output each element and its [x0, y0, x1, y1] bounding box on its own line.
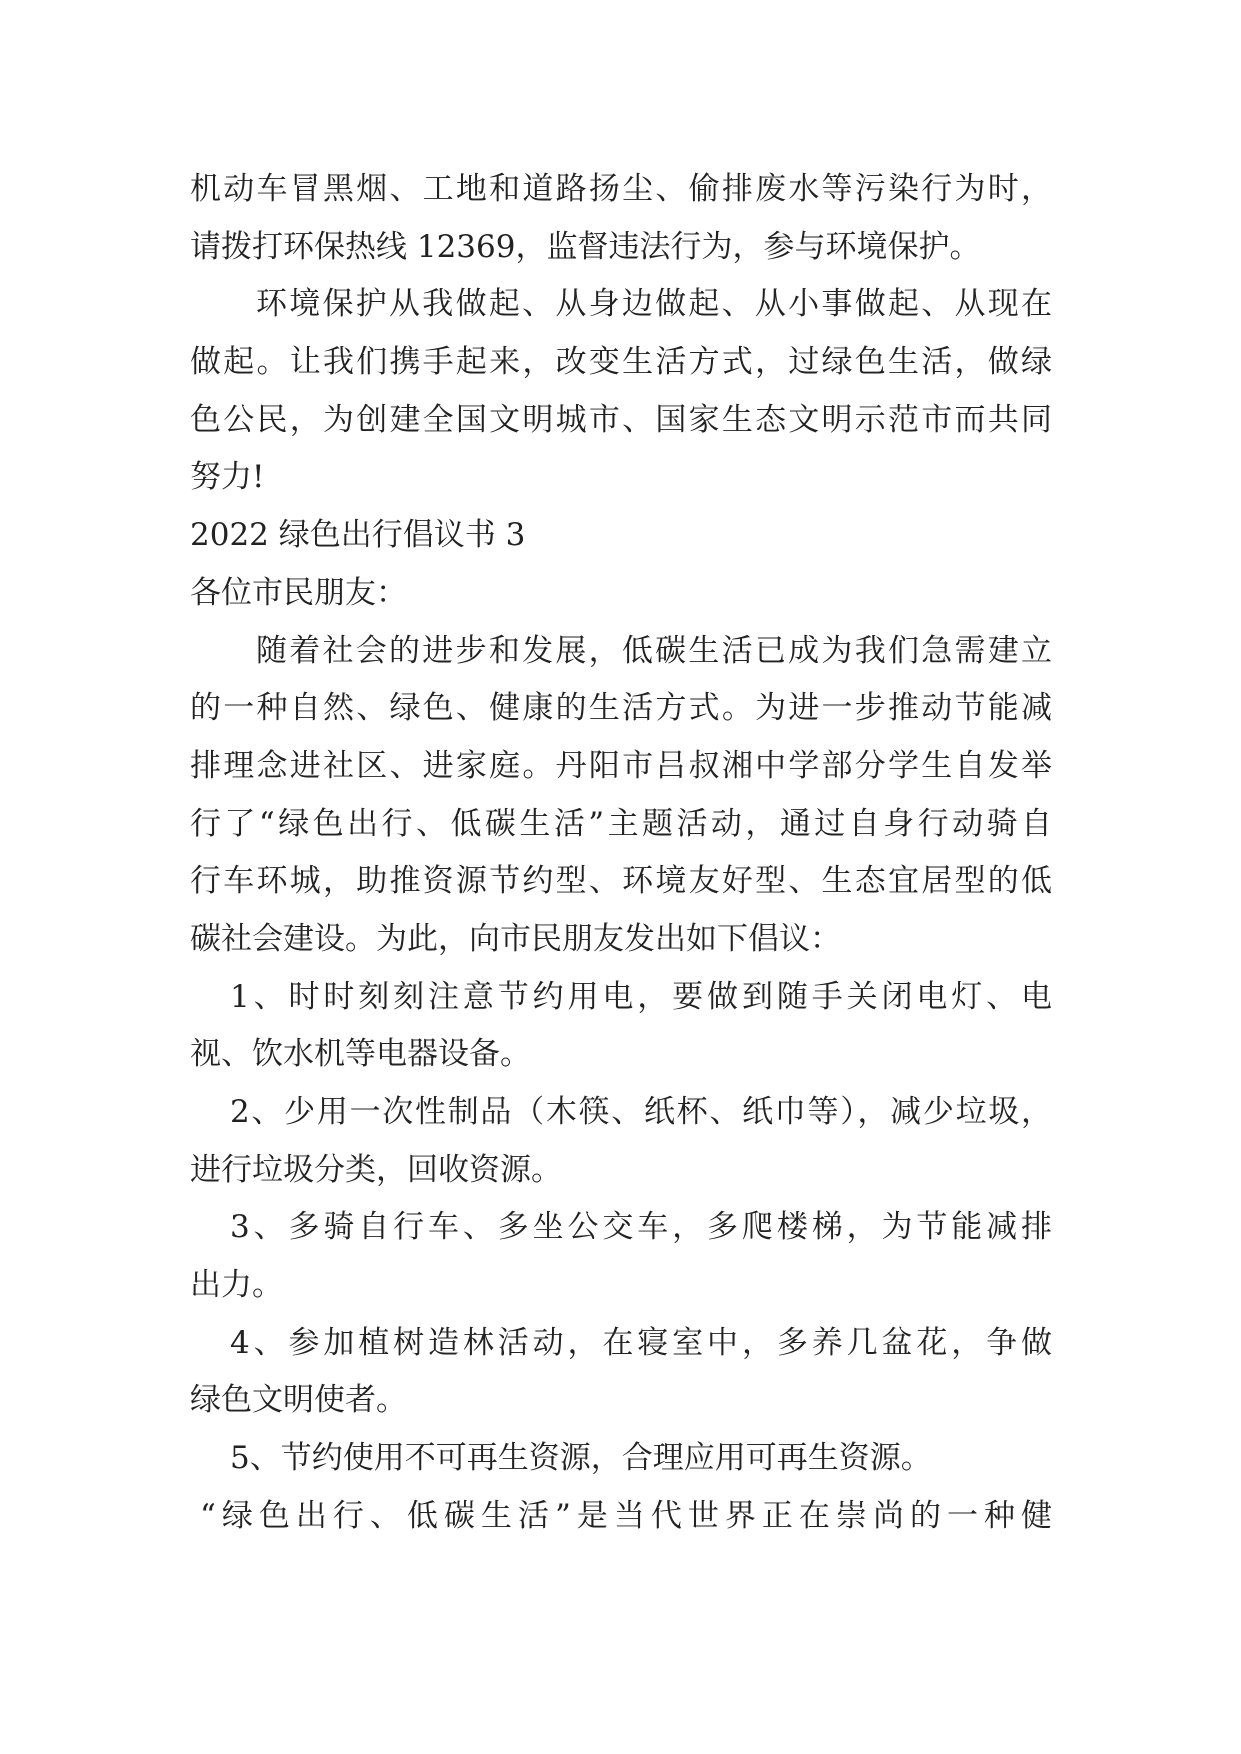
document-page [190, 161, 1052, 1546]
text-line: 行车环城，助推资源节约型、环境友好型、生态宜居型的低 [190, 863, 1052, 900]
text-line: 色公民，为创建全国文明城市、国家生态文明示范市而共同 [190, 401, 1052, 438]
text-line: 排理念进社区、进家庭。丹阳市吕叔湘中学部分学生自发举 [190, 747, 1052, 784]
salutation: 各位市民朋友： [190, 574, 407, 611]
list-item: 1、时时刻刻注意节约用电，要做到随手关闭电灯、电 [230, 978, 1052, 1015]
list-item: 3、多骑自行车、多坐公交车，多爬楼梯，为节能减排 [230, 1209, 1052, 1246]
text-line: 请拨打环保热线 12369，监督违法行为，参与环境保护。 [190, 228, 981, 265]
text-line: “绿色出行、低碳生活”是当代世界正在崇尚的一种健 [200, 1497, 1052, 1534]
text-line: 行了“绿色出行、低碳生活”主题活动，通过自身行动骑自 [190, 805, 1052, 842]
list-item: 5、节约使用不可再生资源，合理应用可再生资源。 [230, 1440, 932, 1477]
text-line: 绿色文明使者。 [190, 1382, 407, 1419]
text-line: 出力。 [190, 1267, 283, 1304]
text-line: 做起。让我们携手起来，改变生活方式，过绿色生活，做绿 [190, 344, 1052, 381]
section-title: 2022 绿色出行倡议书 3 [190, 517, 526, 554]
list-item: 4、参加植树造林活动，在寝室中，多养几盆花，争做 [230, 1324, 1052, 1361]
text-line: 机动车冒黑烟、工地和道路扬尘、偷排废水等污染行为时， [190, 171, 1052, 207]
text-line: 随着社会的进步和发展，低碳生活已成为我们急需建立 [256, 632, 1052, 669]
text-line: 视、饮水机等电器设备。 [190, 1036, 531, 1073]
text-line: 努力! [190, 459, 265, 496]
text-line: 的一种自然、绿色、健康的生活方式。为进一步推动节能减 [190, 690, 1052, 727]
list-item: 2、少用一次性制品（木筷、纸杯、纸巾等），减少垃圾， [230, 1094, 1052, 1130]
text-line: 进行垃圾分类，回收资源。 [190, 1151, 562, 1188]
text-line: 碳社会建设。为此，向市民朋友发出如下倡议： [190, 920, 841, 957]
text-line: 环境保护从我做起、从身边做起、从小事做起、从现在 [256, 286, 1052, 323]
